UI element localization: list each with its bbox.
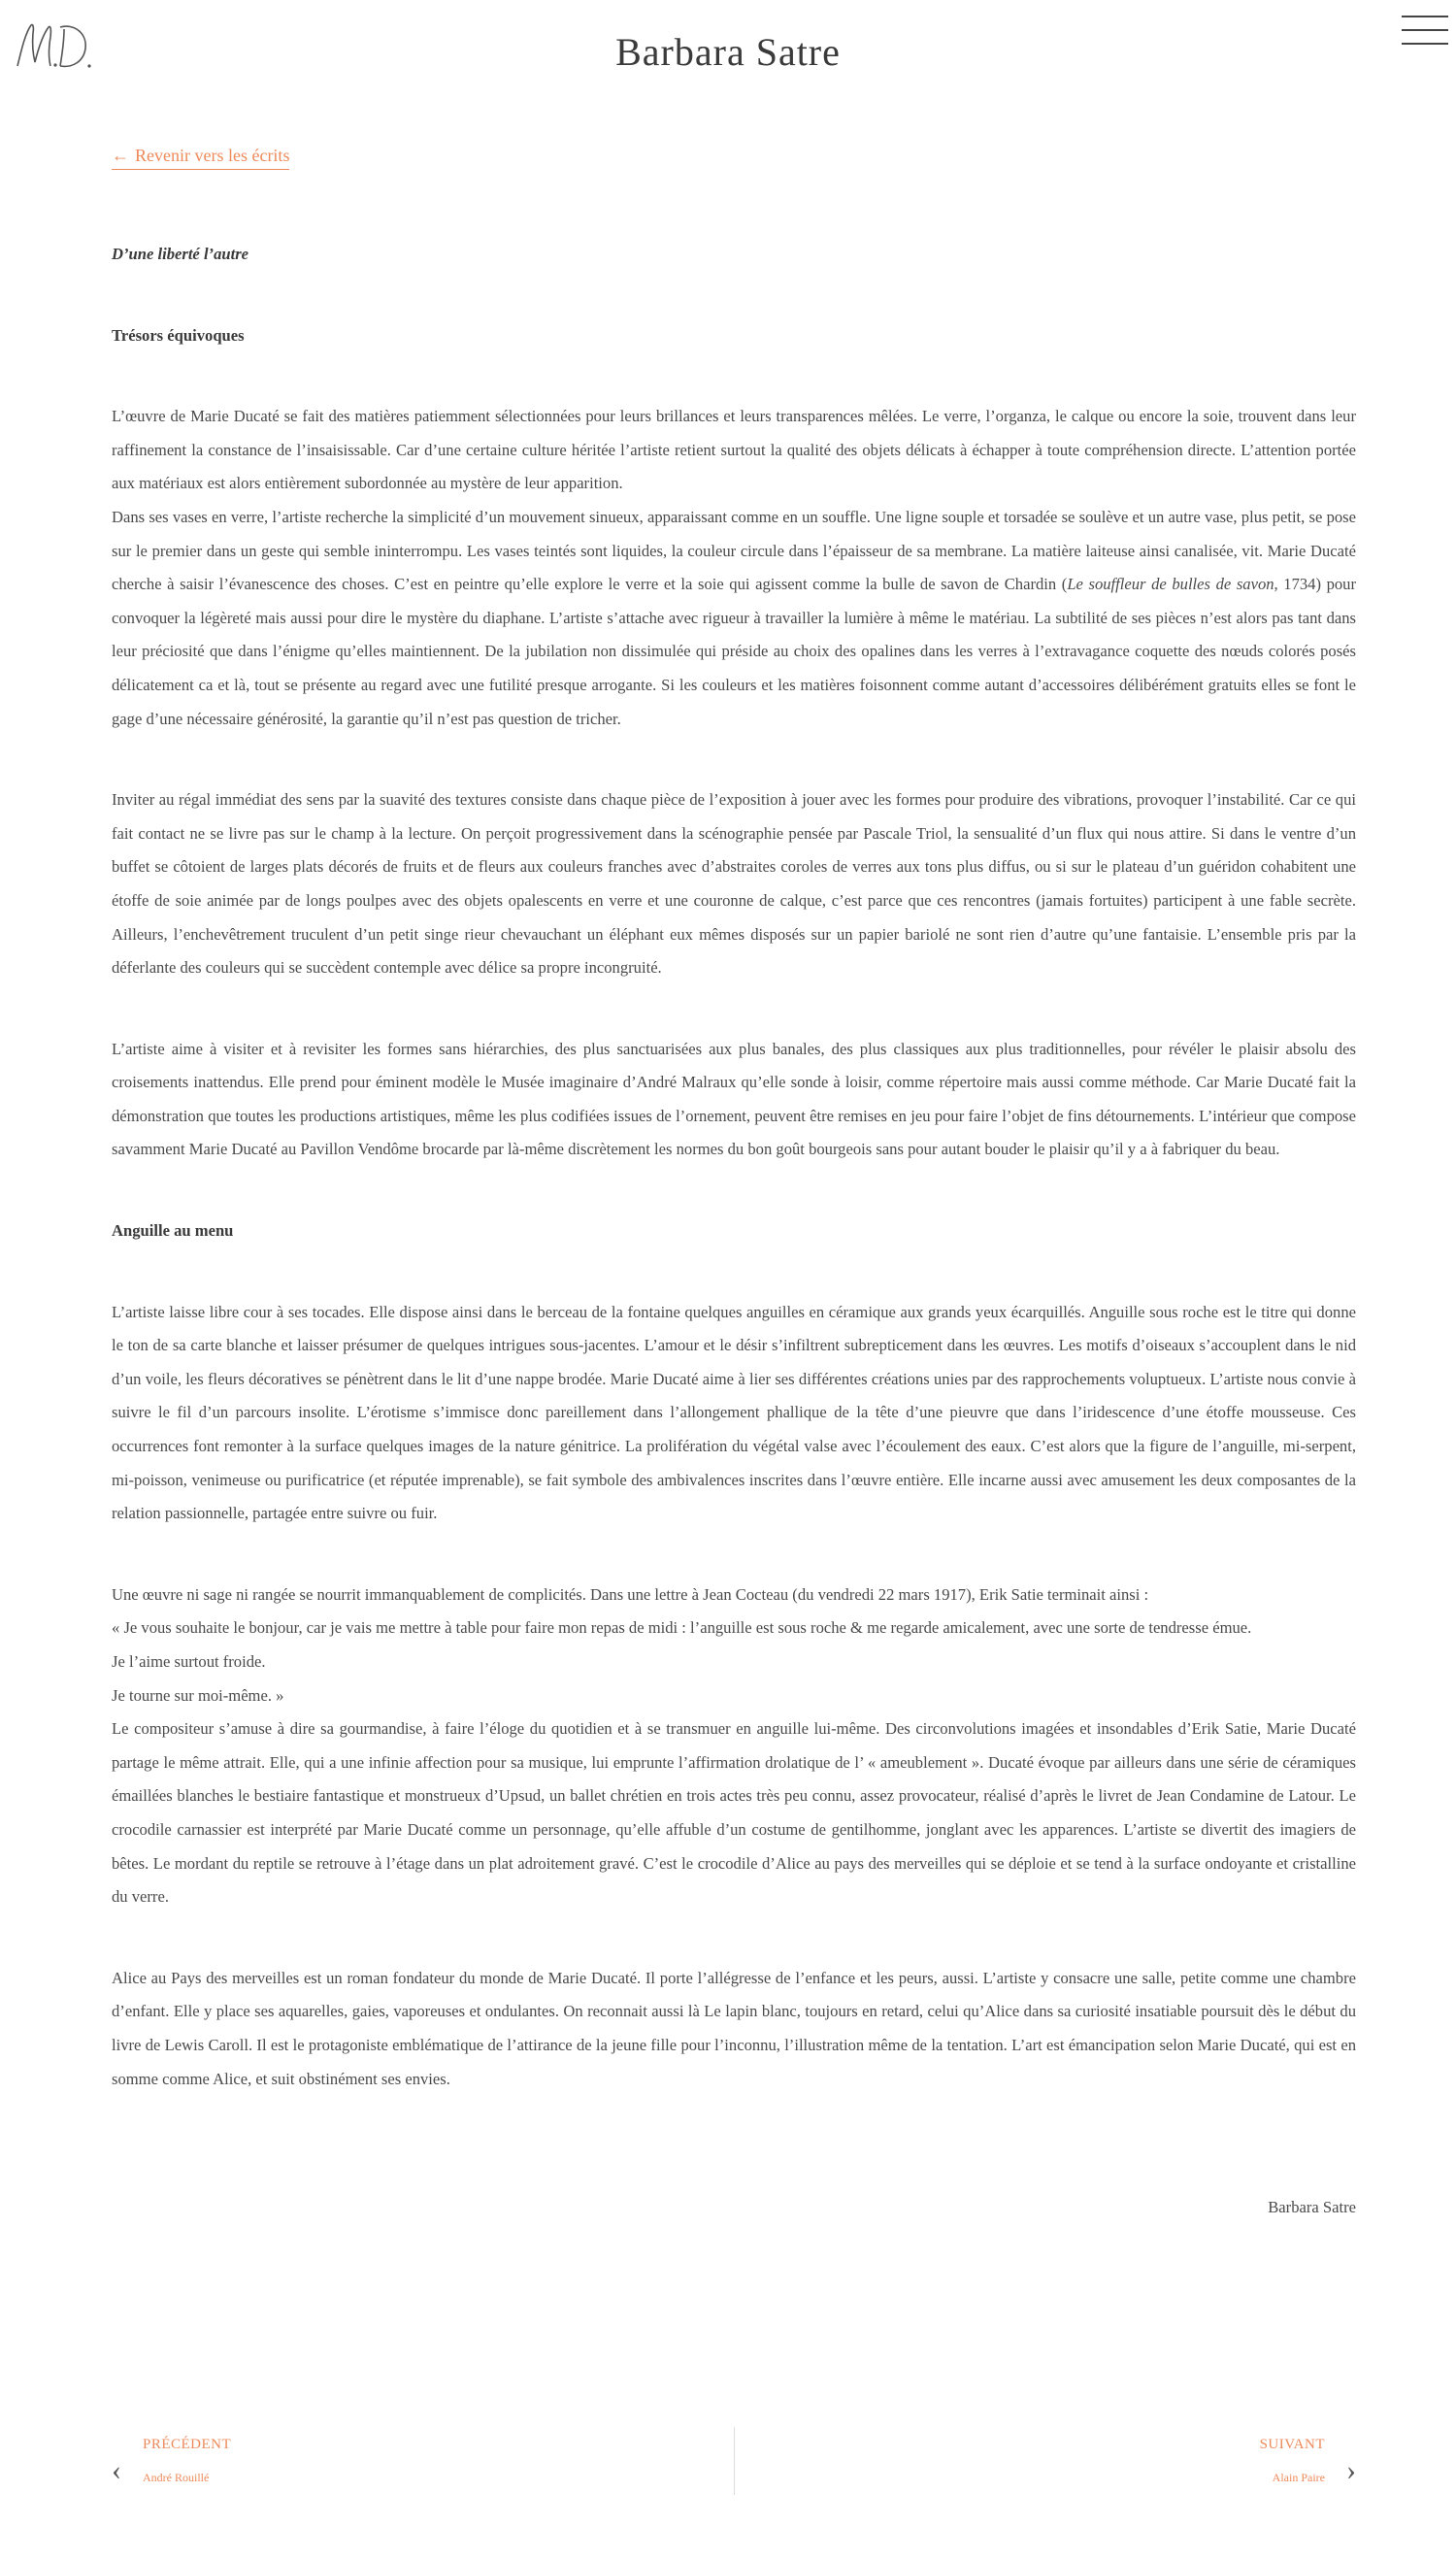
paragraph-4: L’artiste aime à visiter et à revisiter les formes sans hiérarchies, des plus sanctuarisées aux plus banales, des plus classiques aux plus traditionnelles, pour révéler le plaisir absolu des croisements inattendus. Elle prend pour éminent modèle le Musée imaginaire d’André Malraux qu’elle sonde à loisir, comme répertoire mais aussi comme méthode. Car Marie Ducaté fait la démonstration que toutes les productions artistiques, même les plus codifiées issues de l’ornement, peuvent être remises en jeu pour faire l’objet de fins détournements. L’intérieur que compose savamment Marie Ducaté au Pavillon Vendôme brocarde par là-même discrètement les normes du bon goût bourgeois sans pour autant bouder le plaisir qu’il y a à fabriquer du beau. <box>112 1039 1356 1159</box>
paragraph-2: Dans ses vases en verre, l’artiste recherche la simplicité d’un mouvement sinueux, apparaissant comme en un souffle. Une ligne souple et torsadée se soulève et un autre vase, plus petit, se pose sur le premier dans un geste qui semble ininterrompu. Les vases teintés sont liquides, la couleur circule dans l’épaisseur de sa membrane. La matière laiteuse ainsi canalisée, vit. Marie Ducaté cherche à saisir l’évanescence des choses. C’est en peintre qu’elle explore le verre et la soie qui agissent comme la bulle de savon de Chardin (Le souffleur de bulles de savon, 1734) pour convoquer la légèreté mais aussi pour dire le mystère du diaphane. L’artiste s’attache avec rigueur à travailler la lumière à même le matériau. La subtilité de ses pièces n’est alors pas tant dans leur préciosité que dans l’énigme qu’elles maintiennent. De la jubilation non dissimulée qui préside au choix des opalines dans les verres à l’extravagance coquette des nœuds colorés posés délicatement ca et là, tout se présente au regard avec une futilité presque arrogante. Si les couleurs et les matières foisonnent comme autant d’accessoires délibérément gratuits elles se font le gage d’une nécessaire générosité, la garantie qu’il n’est pas question de tricher. <box>112 507 1357 728</box>
next-author: Alain Paire <box>1272 2471 1325 2484</box>
next-article-link[interactable] <box>1260 2437 1356 2485</box>
pager-divider <box>734 2427 735 2495</box>
article-title: D’une liberté l’autre <box>112 245 249 263</box>
satie-quote-1: « Je vous souhaite le bonjour, car je vais me mettre à table pour faire mon repas de midi : l’anguille est sous roche & me regarde amicalement, avec une sorte de tendresse émue. <box>112 1618 1252 1638</box>
menu-bar-middle <box>1402 29 1448 31</box>
paragraph-6: Le compositeur s’amuse à dire sa gourmandise, à faire l’éloge du quotidien et à se transmuer en anguille lui-même. Des circonvolutions imagées et insondables d’Erik Satie, Marie Ducaté partage le même attrait. Elle, qui a une infinie affection pour sa musique, lui emprunte l’affirmation drolatique de l’ « ameublement ». Ducaté évoque par ailleurs dans une série de céramiques émaillées blanches le bestiaire fantastique et monstrueux d’Upsud, un ballet chrétien en trois actes très peu connu, assez provocateur, réalisé d’après le livret de Jean Condamine de Latour. Le crocodile carnassier est interprété par Marie Ducaté comme un personnage, qu’elle affuble d’un costume de gentilhomme, jonglant avec les apparences. L’artiste se divertit des imagiers de bêtes. Le mordant du reptile se retrouve à l’étage dans un plat adroitement gravé. C’est le crocodile d’Alice au pays des merveilles qui se déploie et se tend à la surface ondoyante et cristalline du verre. <box>112 1719 1356 1907</box>
previous-label: PRÉCÉDENT <box>143 2437 232 2452</box>
hamburger-menu-icon[interactable] <box>1402 14 1448 47</box>
satie-quote-2: Je l’aime surtout froide. <box>112 1652 266 1671</box>
paragraph-6-intro: Une œuvre ni sage ni rangée se nourrit immanquablement de complicités. Dans une lettre à Jean Cocteau (du vendredi 22 mars 1917), Erik Satie terminait ainsi : <box>112 1584 1149 1604</box>
section-heading-tresors: Trésors équivoques <box>112 325 245 345</box>
next-label: SUIVANT <box>1259 2437 1325 2452</box>
paragraph-3: Inviter au régal immédiat des sens par la suavité des textures consiste dans chaque pièce de l’exposition à jouer avec les formes pour produire des vibrations, provoquer l’instabilité. Car ce qui fait contact ne se livre pas sur le champ à la lecture. On perçoit progressivement dans la scénographie pensée par Pascale Triol, la sensualité d’un flux qui nous attire. Si dans le ventre d’un buffet se côtoient de larges plats décorés de fruits et de fleurs aux couleurs franches avec d’abstraites coroles de verres aux tons plus diffus, ou si sur le plateau d’un guéridon cohabitent une étoffe de soie animée par de longs poulpes avec des objets opalescents en verre et une couronne de calque, c’est parce que ces rencontres (jamais fortuites) participent à une fable secrète. Ailleurs, l’enchevêtrement truculent d’un petit singe rieur chevauchant un éléphant eux mêmes disposés sur un papier bariolé ne sont rien d’autre qu’une fantaisie. L’ensemble pris par la déferlante des couleurs qui se succèdent contemple avec délice sa propre incongruité. <box>112 790 1356 978</box>
author-signature: Barbara Satre <box>1268 2198 1356 2217</box>
article-body <box>112 238 1356 2225</box>
artwork-title: Le souffleur de bulles de savon <box>1067 575 1274 594</box>
paragraph-7: Alice au Pays des merveilles est un roman fondateur du monde de Marie Ducaté. Il porte l’allégresse de l’enfance et les peurs, aussi. L’artiste y consacre une salle, petite comme une chambre d’enfant. Elle y place ses aquarelles, gaies, vaporeuses et ondulantes. On reconnait aussi là Le lapin blanc, toujours en retard, celui qu’Alice dans sa curiosité insatiable poursuit dès le début du livre de Lewis Caroll. Il est le protagoniste emblématique de l’attirance de la jeune fille pour l’inconnu, l’illustration même de la tentation. L’art est émancipation selon Marie Ducaté, qui est en somme comme Alice, et suit obstinément ses envies. <box>112 1968 1356 2088</box>
paragraph-1: L’œuvre de Marie Ducaté se fait des matières patiemment sélectionnées pour leurs brillances et leurs transparences mêlées. Le verre, l’organza, le calque ou encore la soie, trouvent dans leur raffinement la constance de l’insaisissable. Car d’une certaine culture héritée l’artiste retient surtout la qualité des objets délicats à échapper à toute compréhension directe. L’attention portée aux matériaux est alors entièrement subordonnée au mystère de leur apparition. <box>112 407 1356 493</box>
paragraph-5: L’artiste laisse libre cour à ses tocades. Elle dispose ainsi dans le berceau de la fontaine quelques anguilles en céramique aux grands yeux écarquillés. Anguille sous roche est le titre qui donne le ton de sa carte blanche et laisser présumer de quelques intrigues sous-jacentes. L’amour et le désir s’infiltrent subrepticement dans les œuvres. Les motifs d’oiseaux s’accouplent dans le nid d’un voile, les fleurs décoratives se pénètrent dans le lit d’une nappe brodée. Marie Ducaté aime à lier ses différentes créations unies par des rapprochements voluptueux. L’artiste nous convie à suivre le fil d’un parcours insolite. L’érotisme s’immisce donc pareillement dans l’allongement phallique de la tête d’une pieuvre que dans l’iridescence d’une étoffe mousseuse. Ces occurrences font remonter à la surface quelques images de la nature génitrice. La prolifération du végétal valse avec l’écoulement des eaux. C’est alors que la figure de l’anguille, mi-serpent, mi-poisson, venimeuse ou purificatrice (et réputée imprenable), se fait symbole des ambivalences inscrites dans l’œuvre entière. Elle incarne aussi avec amusement les deux composantes de la relation passionnelle, partagée entre suivre ou fuir. <box>112 1302 1356 1523</box>
site-title[interactable]: Barbara Satre <box>615 30 841 74</box>
previous-article-link[interactable] <box>112 2437 231 2485</box>
chevron-right-icon: › <box>1346 2454 1356 2486</box>
back-to-writings-link[interactable] <box>112 146 289 170</box>
menu-bar-top <box>1402 16 1448 17</box>
arrow-left-icon: ← <box>112 146 129 165</box>
chevron-left-icon: ‹ <box>112 2454 121 2486</box>
menu-bar-bottom <box>1402 43 1448 45</box>
back-link-label: Revenir vers les écrits <box>135 146 290 165</box>
previous-author: André Rouillé <box>143 2471 210 2484</box>
satie-quote-3: Je tourne sur moi-même. » <box>112 1685 284 1705</box>
section-heading-anguille: Anguille au menu <box>112 1221 234 1241</box>
